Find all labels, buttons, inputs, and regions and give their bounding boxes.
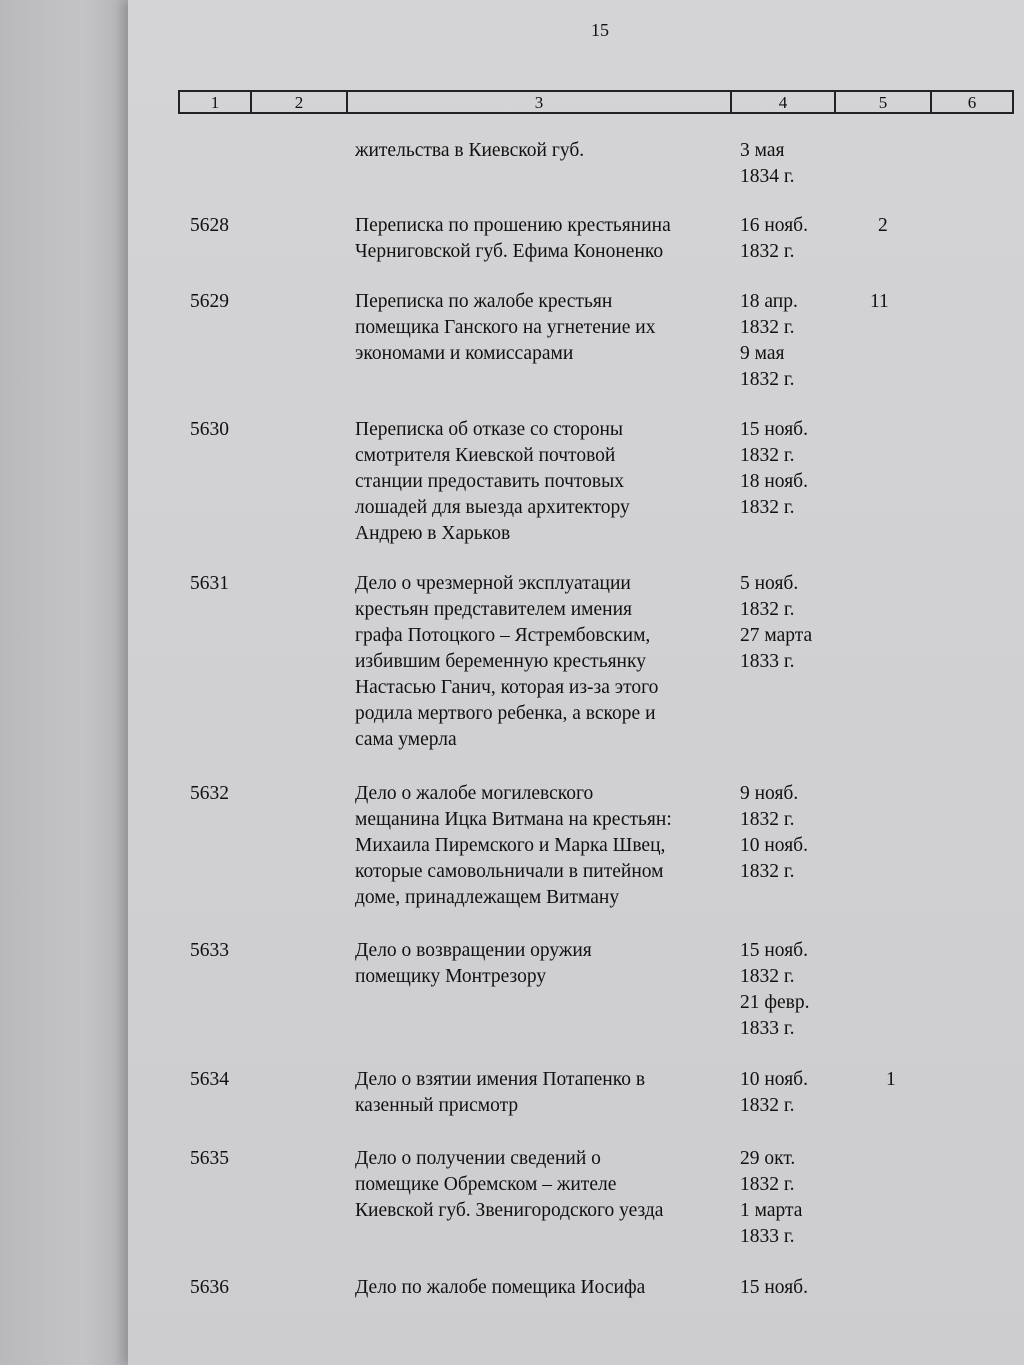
description-line: которые самовольничали в питейном (355, 861, 664, 882)
record-description (355, 213, 735, 265)
record-dates (740, 1146, 850, 1250)
description-line: помещика Ганского на угнетение их (355, 317, 656, 338)
record-number: 5630 (190, 419, 229, 440)
description-line: Дело о взятии имения Потапенко в (355, 1069, 646, 1090)
date-line: 1832 г. (740, 445, 795, 466)
column-header-5: 5 (836, 92, 932, 112)
date-line: 9 мая (740, 343, 785, 364)
description-line: Переписка об отказе со стороны (355, 419, 623, 440)
record-sheets: 1 (886, 1069, 896, 1090)
description-line: казенный присмотр (355, 1095, 519, 1116)
description-line: Дело о жалобе могилевского (355, 783, 594, 804)
record-number: 5634 (190, 1069, 229, 1090)
column-header-4: 4 (732, 92, 836, 112)
record-number: 5635 (190, 1148, 229, 1169)
date-line: 1832 г. (740, 809, 795, 830)
record-description (355, 289, 735, 367)
record-number: 5631 (190, 573, 229, 594)
date-line: 18 апр. (740, 291, 798, 312)
record-description (355, 571, 735, 753)
column-header-2: 2 (252, 92, 348, 112)
description-line: станции предоставить почтовых (355, 471, 624, 492)
facing-page-edge (0, 0, 140, 1365)
date-line: 1832 г. (740, 497, 795, 518)
record-sheets: 2 (878, 215, 888, 236)
date-line: 15 нояб. (740, 940, 808, 961)
date-line: 16 нояб. (740, 215, 808, 236)
date-line: 15 нояб. (740, 1277, 808, 1298)
description-line: Дело о возвращении оружия (355, 940, 592, 961)
description-line: избившим беременную крестьянку (355, 651, 646, 672)
column-header-row (178, 90, 1014, 114)
date-line: 1833 г. (740, 1018, 795, 1039)
record-description (355, 781, 735, 911)
description-line: жительства в Киевской губ. (355, 140, 585, 161)
date-line: 1832 г. (740, 861, 795, 882)
description-line: родила мертвого ребенка, а вскоре и (355, 703, 656, 724)
record-dates (740, 289, 850, 393)
date-line: 9 нояб. (740, 783, 799, 804)
date-line: 5 нояб. (740, 573, 799, 594)
date-line: 1832 г. (740, 966, 795, 987)
date-line: 21 февр. (740, 992, 810, 1013)
record-dates (740, 417, 850, 521)
date-line: 1832 г. (740, 1174, 795, 1195)
record-description (355, 417, 735, 547)
date-line: 1832 г. (740, 599, 795, 620)
record-number: 5628 (190, 215, 229, 236)
date-line: 1832 г. (740, 369, 795, 390)
record-dates (740, 1067, 850, 1119)
description-line: Михаила Пиремского и Марка Швец, (355, 835, 666, 856)
description-line: помещику Монтрезору (355, 966, 547, 987)
date-line: 1832 г. (740, 317, 795, 338)
description-line: Черниговской губ. Ефима Кононенко (355, 241, 664, 262)
description-line: помещике Обремском – жителе (355, 1174, 617, 1195)
date-line: 29 окт. (740, 1148, 796, 1169)
description-line: Дело о чрезмерной эксплуатации (355, 573, 631, 594)
record-dates (740, 213, 850, 265)
date-line: 18 нояб. (740, 471, 808, 492)
date-line: 1832 г. (740, 1095, 795, 1116)
record-number: 5632 (190, 783, 229, 804)
date-line: 10 нояб. (740, 1069, 808, 1090)
description-line: Настасью Ганич, которая из-за этого (355, 677, 659, 698)
description-line: доме, принадлежащем Витману (355, 887, 620, 908)
column-header-6: 6 (967, 93, 977, 112)
description-line: смотрителя Киевской почтовой (355, 445, 616, 466)
record-description (355, 938, 735, 990)
column-header-3: 3 (348, 92, 732, 112)
record-dates (740, 781, 850, 885)
description-line: Дело по жалобе помещика Иосифа (355, 1277, 646, 1298)
page-number: 15 (591, 20, 609, 40)
record-description (355, 138, 735, 164)
description-line: крестьян представителем имения (355, 599, 632, 620)
date-line: 3 мая (740, 140, 785, 161)
record-dates (740, 1275, 850, 1301)
date-line: 15 нояб. (740, 419, 808, 440)
record-description (355, 1067, 735, 1119)
date-line: 1832 г. (740, 241, 795, 262)
record-dates (740, 938, 850, 1042)
record-number: 5633 (190, 940, 229, 961)
record-description (355, 1275, 735, 1301)
date-line: 1833 г. (740, 651, 795, 672)
description-line: Переписка по прошению крестьянина (355, 215, 671, 236)
description-line: графа Потоцкого – Ястрембовским, (355, 625, 651, 646)
record-sheets: 11 (870, 291, 889, 312)
date-line: 10 нояб. (740, 835, 808, 856)
description-line: Дело о получении сведений о (355, 1148, 601, 1169)
description-line: мещанина Ицка Витмана на крестьян: (355, 809, 672, 830)
record-dates (740, 571, 850, 675)
description-line: Киевской губ. Звенигородского уезда (355, 1200, 664, 1221)
description-line: Андрею в Харьков (355, 523, 511, 544)
record-number: 5629 (190, 291, 229, 312)
description-line: сама умерла (355, 729, 457, 750)
description-line: Переписка по жалобе крестьян (355, 291, 613, 312)
date-line: 27 марта (740, 625, 813, 646)
description-line: экономами и комиссарами (355, 343, 574, 364)
column-header-1: 1 (180, 92, 252, 112)
date-line: 1833 г. (740, 1226, 795, 1247)
description-line: лошадей для выезда архитектору (355, 497, 630, 518)
date-line: 1834 г. (740, 166, 795, 187)
record-number: 5636 (190, 1277, 229, 1298)
record-dates (740, 138, 850, 190)
record-description (355, 1146, 735, 1224)
date-line: 1 марта (740, 1200, 803, 1221)
